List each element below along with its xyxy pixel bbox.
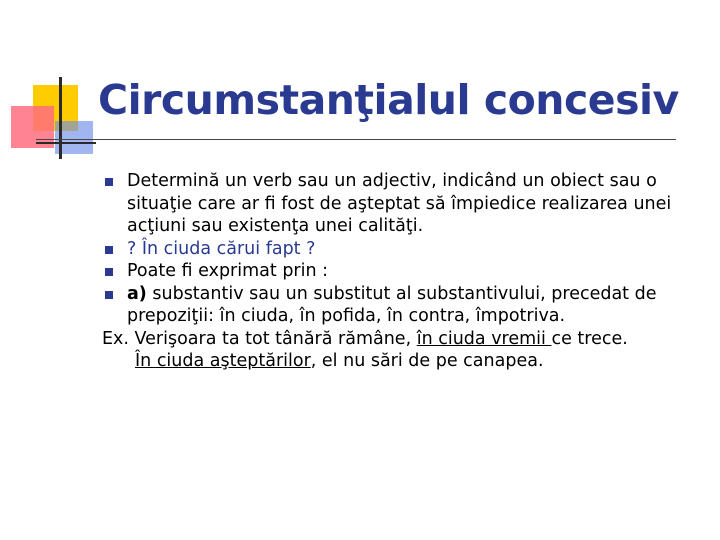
square-bullet-icon [105,178,113,186]
bullet-text: Poate fi exprimat prin : [127,261,329,281]
example-sentence-1 [0,328,720,351]
example-sentence-2 [0,350,720,373]
slide-title: Circumstanţialul concesiv [98,76,679,124]
square-bullet-icon [105,268,113,276]
bullet-question-text: ? În ciuda cărui fapt ? [127,238,316,259]
example-underlined-phrase: în ciuda vremii [416,328,552,349]
horizontal-line-shape [36,142,96,144]
example-prefix: Ex. Verişoara ta tot tânără rămâne, [102,328,417,349]
bullet-continuation-text: prepoziţii: în ciuda, în pofida, în contra, împotriva. [127,306,566,326]
bullet-bold-prefix: a) [127,283,147,304]
example-underlined-phrase: În ciuda aşteptărilor [135,351,311,371]
bullet-item [0,260,720,283]
example-suffix: , el nu sări de pe canapea. [310,351,544,371]
bullet-item [0,170,720,238]
square-bullet-icon [105,291,113,299]
bullet-list [0,170,720,373]
bullet-text: substantiv sau un substitut al substantivului, precedat de [146,283,657,304]
bullet-text: Determină un verb sau un adjectiv, indicând un obiect sau o situaţie care ar fi fost de aşteptat să împiedice realizarea unei acţiuni sau existenţa unei calităţi. [127,171,672,236]
title-underline-rule [36,139,676,140]
vertical-line-shape [59,77,62,159]
square-bullet-icon [105,246,113,254]
bullet-item [0,238,720,261]
example-suffix: ce trece. [551,328,628,349]
bullet-item [0,283,720,328]
